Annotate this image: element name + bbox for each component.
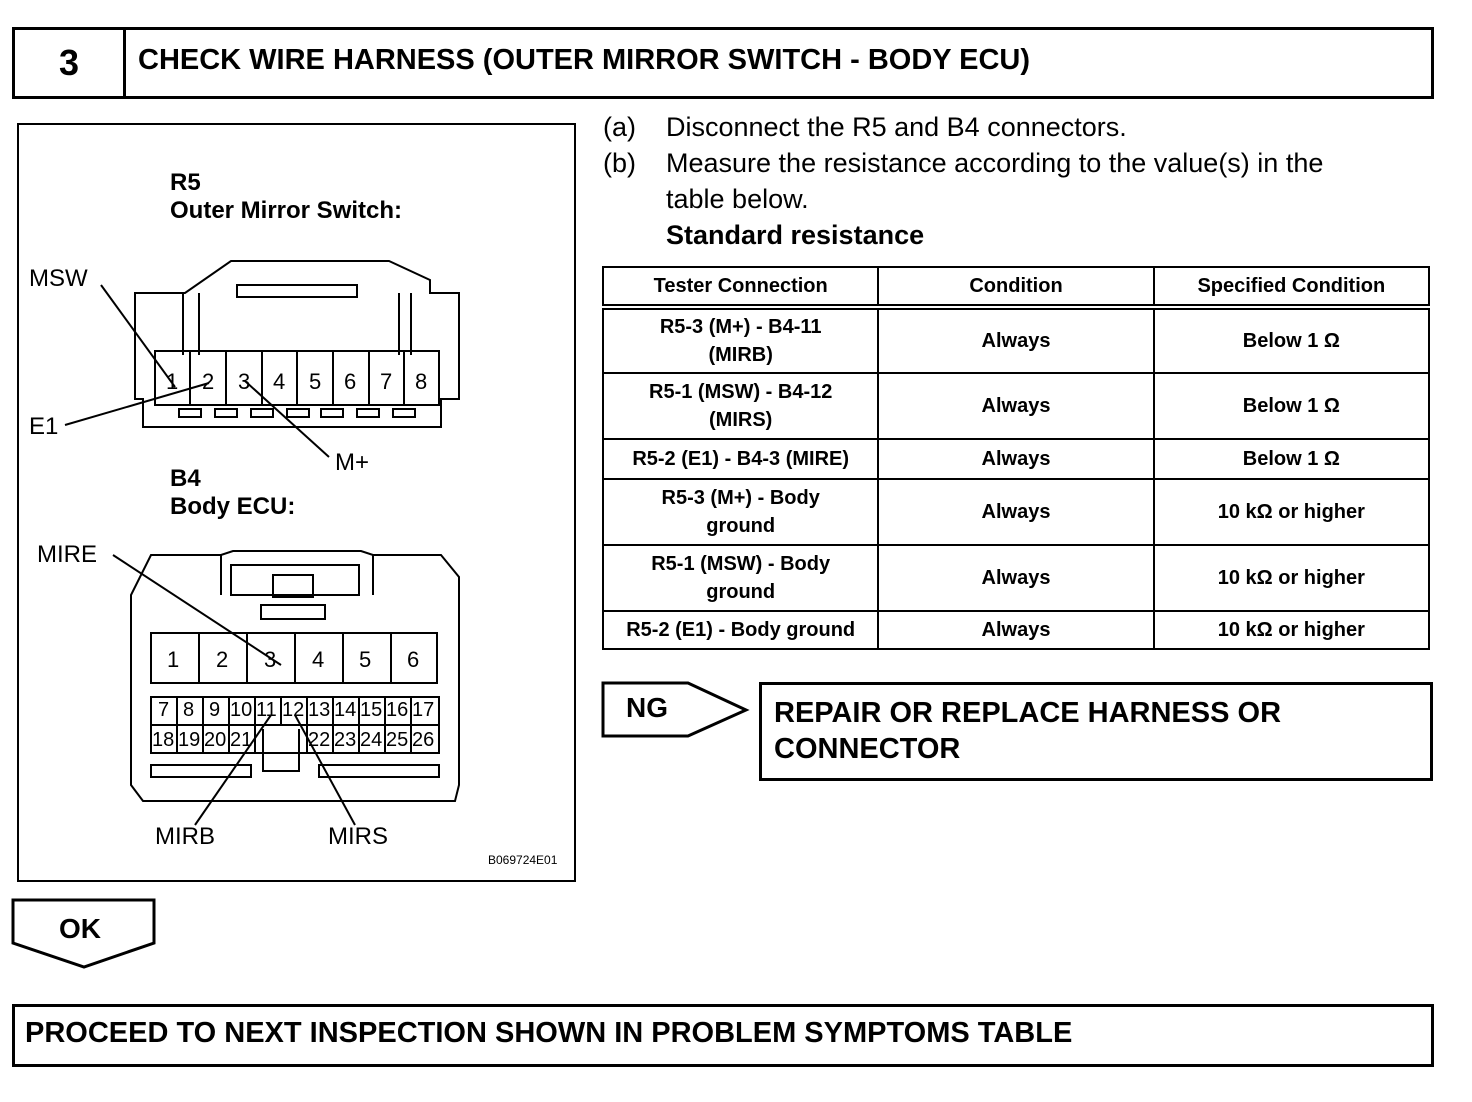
step-b-text: Measure the resistance according to the value(s) in the bbox=[666, 148, 1324, 178]
b4-pin: 6 bbox=[407, 647, 420, 672]
cell-specified: 10 kΩ or higher bbox=[1154, 611, 1429, 649]
connector-drawings bbox=[19, 125, 574, 880]
step-b-text-cont: table below. bbox=[666, 184, 809, 214]
b4-pin: 7 bbox=[158, 699, 170, 721]
cell-connection: R5-1 (MSW) - B4-12 (MIRS) bbox=[603, 373, 878, 439]
cell-condition: Always bbox=[878, 479, 1153, 545]
cell-condition: Always bbox=[878, 307, 1153, 373]
r5-pin: 8 bbox=[415, 369, 428, 394]
r5-pin: 7 bbox=[380, 369, 393, 394]
b4-pin: 9 bbox=[209, 699, 221, 721]
b4-pin: 22 bbox=[308, 729, 331, 751]
cell-specified: Below 1 Ω bbox=[1154, 307, 1429, 373]
b4-pin: 12 bbox=[282, 699, 305, 721]
ng-arrow-icon bbox=[600, 680, 752, 740]
label-msw: MSW bbox=[29, 265, 88, 292]
ng-result-box bbox=[759, 682, 1433, 781]
col-header-specified-condition: Specified Condition bbox=[1154, 267, 1429, 307]
connector-diagram bbox=[17, 123, 576, 882]
cell-connection: R5-3 (M+) - Body ground bbox=[603, 479, 878, 545]
cell-condition: Always bbox=[878, 611, 1153, 649]
b4-latch bbox=[231, 565, 359, 595]
cell-condition: Always bbox=[878, 373, 1153, 439]
table-row bbox=[603, 611, 1429, 649]
label-mirb: MIRB bbox=[155, 823, 215, 850]
final-instruction-box bbox=[12, 1004, 1434, 1067]
table-row bbox=[603, 545, 1429, 611]
b4-pin: 26 bbox=[412, 729, 435, 751]
label-mirs: MIRS bbox=[328, 823, 388, 850]
table-header-row bbox=[603, 267, 1429, 307]
b4-pin: 10 bbox=[230, 699, 253, 721]
ok-label: OK bbox=[59, 913, 101, 944]
figure-id: B069724E01 bbox=[488, 853, 558, 867]
r5-pin: 3 bbox=[238, 369, 251, 394]
cell-specified: Below 1 Ω bbox=[1154, 439, 1429, 479]
r5-connector-name: Outer Mirror Switch: bbox=[170, 197, 403, 224]
step-a-text: Disconnect the R5 and B4 connectors. bbox=[666, 112, 1127, 142]
b4-pin: 23 bbox=[334, 729, 357, 751]
b4-pin: 4 bbox=[312, 647, 325, 672]
b4-pin: 18 bbox=[152, 729, 175, 751]
r5-latch bbox=[237, 285, 357, 297]
b4-pin: 1 bbox=[167, 647, 180, 672]
final-instruction-text: PROCEED TO NEXT INSPECTION SHOWN IN PROBLEM SYMPTOMS TABLE bbox=[25, 1017, 1073, 1049]
cell-connection: R5-2 (E1) - Body ground bbox=[603, 611, 878, 649]
b4-pin: 25 bbox=[386, 729, 409, 751]
step-header bbox=[12, 27, 1434, 99]
b4-pin: 24 bbox=[360, 729, 383, 751]
cell-condition: Always bbox=[878, 545, 1153, 611]
label-m-plus: M+ bbox=[335, 449, 370, 476]
step-number: 3 bbox=[15, 30, 126, 96]
b4-pin: 11 bbox=[256, 699, 277, 721]
ng-result-text: REPAIR OR REPLACE HARNESS OR CONNECTOR bbox=[774, 697, 1282, 765]
cell-condition: Always bbox=[878, 439, 1153, 479]
b4-pin: 20 bbox=[204, 729, 227, 751]
table-title: Standard resistance bbox=[666, 220, 925, 250]
step-b-marker: (b) bbox=[603, 148, 636, 178]
b4-pin: 14 bbox=[334, 699, 357, 721]
table-row bbox=[603, 479, 1429, 545]
cell-connection: R5-3 (M+) - B4-11 (MIRB) bbox=[603, 307, 878, 373]
label-e1: E1 bbox=[29, 413, 59, 440]
table-row bbox=[603, 307, 1429, 373]
b4-pin: 13 bbox=[308, 699, 331, 721]
cell-specified: 10 kΩ or higher bbox=[1154, 479, 1429, 545]
b4-pin: 21 bbox=[230, 729, 253, 751]
r5-pin: 2 bbox=[202, 369, 215, 394]
b4-pin: 3 bbox=[264, 647, 277, 672]
step-title: CHECK WIRE HARNESS (OUTER MIRROR SWITCH - BODY ECU) bbox=[138, 44, 1031, 76]
r5-pin: 1 bbox=[166, 369, 179, 394]
b4-connector-code: B4 bbox=[170, 465, 201, 492]
r5-pin: 6 bbox=[344, 369, 357, 394]
b4-pin: 8 bbox=[183, 699, 195, 721]
resistance-table bbox=[602, 266, 1430, 650]
table-row bbox=[603, 373, 1429, 439]
step-a-marker: (a) bbox=[603, 112, 636, 142]
r5-pin: 5 bbox=[309, 369, 322, 394]
cell-specified: 10 kΩ or higher bbox=[1154, 545, 1429, 611]
b4-pin: 5 bbox=[359, 647, 372, 672]
table-row bbox=[603, 439, 1429, 479]
r5-pin: 4 bbox=[273, 369, 286, 394]
b4-connector-name: Body ECU: bbox=[170, 493, 296, 520]
col-header-tester-connection: Tester Connection bbox=[603, 267, 878, 307]
r5-connector-code: R5 bbox=[170, 169, 201, 196]
cell-specified: Below 1 Ω bbox=[1154, 373, 1429, 439]
b4-pin: 2 bbox=[216, 647, 229, 672]
b4-pin: 16 bbox=[386, 699, 409, 721]
b4-pin: 15 bbox=[360, 699, 383, 721]
b4-pin: 17 bbox=[412, 699, 435, 721]
col-header-condition: Condition bbox=[878, 267, 1153, 307]
cell-connection: R5-1 (MSW) - Body ground bbox=[603, 545, 878, 611]
cell-connection: R5-2 (E1) - B4-3 (MIRE) bbox=[603, 439, 878, 479]
label-mire: MIRE bbox=[37, 541, 97, 568]
ng-label: NG bbox=[626, 692, 668, 723]
b4-pin: 19 bbox=[178, 729, 201, 751]
